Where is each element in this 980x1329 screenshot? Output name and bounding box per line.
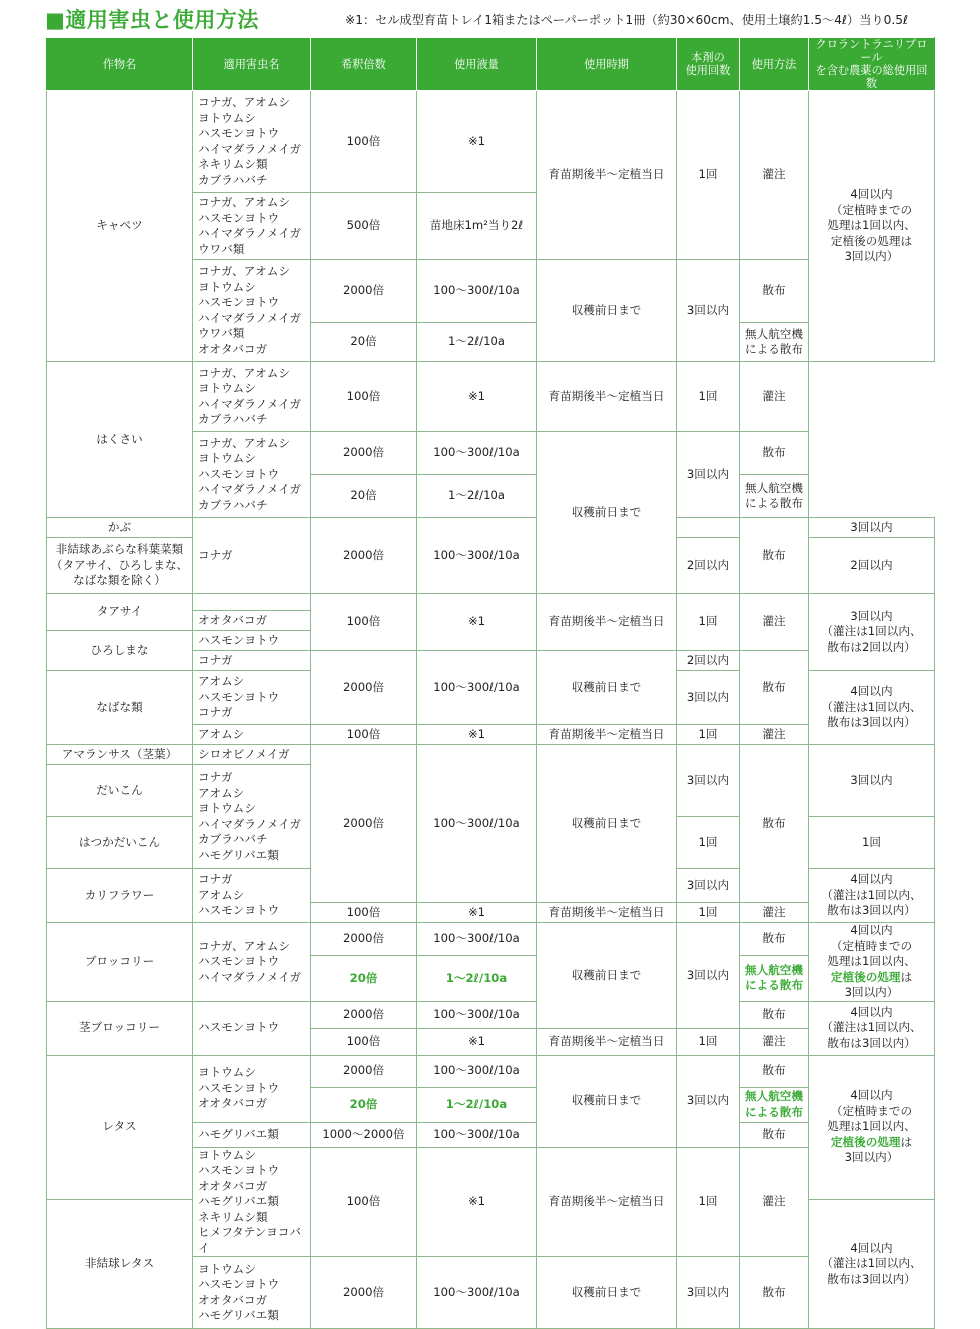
count-cell: 2回以内	[677, 538, 740, 594]
timing-cell: 育苗期後半～定植当日	[537, 903, 677, 923]
dilution-cell: 100倍	[311, 1147, 417, 1257]
pest-cell: コナガ アオムシ ハスモンヨトウ	[193, 869, 311, 923]
count-cell	[677, 518, 740, 538]
pest-cell: ハスモンヨトウ	[193, 631, 311, 651]
method-cell: 灌注	[740, 725, 809, 745]
count-cell: 1回	[677, 903, 740, 923]
volume-cell: 苗地床1m²当り2ℓ	[417, 193, 537, 260]
method-cell: 散布	[740, 745, 809, 903]
method-cell: 散布	[740, 923, 809, 956]
total-cell: 3回以内 （灌注は1回以内、 散布は2回以内）	[809, 594, 935, 671]
volume-cell: 100～300ℓ/10a	[417, 923, 537, 956]
volume-cell: 100～300ℓ/10a	[417, 651, 537, 725]
pest-cell: ハモグリバエ類	[193, 1122, 311, 1147]
header-volume: 使用液量	[417, 38, 537, 91]
pest-cell: コナガ、アオムシ ヨトウムシ ハイマダラノメイガ カブラハバチ	[193, 362, 311, 432]
method-cell: 灌注	[740, 903, 809, 923]
timing-cell: 育苗期後半～定植当日	[537, 1147, 677, 1257]
volume-cell: 100～300ℓ/10a	[417, 260, 537, 323]
crop-cell: キャベツ	[47, 91, 193, 362]
volume-cell: ※1	[417, 362, 537, 432]
timing-cell: 収穫前日まで	[537, 923, 677, 1029]
crop-cell: 茎ブロッコリー	[47, 1001, 193, 1055]
method-cell: 散布	[740, 1122, 809, 1147]
crop-cell: カリフラワー	[47, 869, 193, 923]
timing-cell: 収穫前日まで	[537, 651, 677, 725]
timing-cell: 収穫前日まで	[537, 432, 677, 594]
timing-cell: 収穫前日まで	[537, 1055, 677, 1147]
dilution-cell: 100倍	[311, 594, 417, 651]
pest-cell: シロオビノメイガ	[193, 745, 311, 765]
total-cell: 4回以内 （灌注は1回以内、 散布は3回以内）	[809, 1199, 935, 1329]
pest-usage-table	[46, 37, 935, 1329]
pest-cell: コナガ、アオムシ ハスモンヨトウ ハイマダラノメイガ	[193, 923, 311, 1002]
volume-cell: ※1	[417, 1147, 537, 1257]
pest-cell: アオムシ	[193, 725, 311, 745]
pest-cell: ヨトウムシ ハスモンヨトウ オオタバコガ ハモグリバエ類	[193, 1257, 311, 1329]
volume-cell: 1～2ℓ/10a	[417, 1087, 537, 1122]
method-cell: 灌注	[740, 91, 809, 260]
crop-cell: レタス	[47, 1055, 193, 1199]
volume-cell: 1～2ℓ/10a	[417, 323, 537, 362]
total-cell: 3回以内	[809, 518, 935, 538]
count-cell: 1回	[677, 1028, 740, 1055]
dilution-cell: 20倍	[311, 475, 417, 518]
volume-cell: ※1	[417, 725, 537, 745]
count-cell: 3回以内	[677, 923, 740, 1029]
pest-cell: コナガ、アオムシ ヨトウムシ ハスモンヨトウ ハイマダラノメイガ ウワバ類 オオタバコガ	[193, 260, 311, 362]
count-cell: 3回以内	[677, 432, 740, 518]
dilution-cell: 100倍	[311, 725, 417, 745]
volume-cell: 100～300ℓ/10a	[417, 518, 537, 594]
volume-cell: ※1	[417, 594, 537, 651]
dilution-cell: 100倍	[311, 362, 417, 432]
method-cell: 散布	[740, 1001, 809, 1028]
pest-cell: コナガ	[193, 518, 311, 594]
table-row	[47, 362, 935, 432]
count-cell: 1回	[677, 817, 740, 869]
dilution-cell: 2000倍	[311, 1257, 417, 1329]
crop-cell: ブロッコリー	[47, 923, 193, 1002]
total-cell: 2回以内	[809, 538, 935, 594]
total-cell: 3回以内	[809, 745, 935, 817]
pest-cell: オオタバコガ	[193, 611, 311, 631]
table-row	[47, 923, 935, 956]
method-cell: 散布	[740, 260, 809, 323]
method-cell: 無人航空機 による散布	[740, 956, 809, 1001]
table-row	[47, 745, 935, 765]
pest-cell: ハスモンヨトウ	[193, 1001, 311, 1055]
total-text-1: 4回以内 （定植時までの 処理は1回以内、	[827, 923, 916, 968]
count-cell: 3回以内	[677, 745, 740, 817]
volume-cell: 100～300ℓ/10a	[417, 745, 537, 903]
pest-cell	[193, 594, 311, 611]
count-cell: 3回以内	[677, 260, 740, 362]
pest-cell: コナガ アオムシ ヨトウムシ ハイマダラノメイガ カブラハバチ ハモグリバエ類	[193, 765, 311, 869]
method-cell: 灌注	[740, 594, 809, 651]
dilution-cell: 2000倍	[311, 745, 417, 903]
header-pest: 適用害虫名	[193, 38, 311, 91]
dilution-cell: 2000倍	[311, 432, 417, 475]
count-cell: 1回	[677, 1147, 740, 1257]
volume-cell: 100～300ℓ/10a	[417, 1122, 537, 1147]
table-header-row	[47, 38, 935, 91]
table-row	[47, 1001, 935, 1028]
dilution-cell: 500倍	[311, 193, 417, 260]
total-cell: 4回以内 （灌注は1回以内、 散布は3回以内）	[809, 869, 935, 923]
count-cell: 1回	[677, 594, 740, 651]
page-header	[0, 0, 980, 36]
dilution-cell: 20倍	[311, 323, 417, 362]
total-cell: 1回	[809, 817, 935, 869]
pest-cell: コナガ、アオムシ ヨトウムシ ハスモンヨトウ ハイマダラノメイガ カブラハバチ	[193, 432, 311, 518]
total-cell: 4回以内 （灌注は1回以内、 散布は3回以内）	[809, 671, 935, 745]
pest-cell: コナガ、アオムシ ヨトウムシ ハスモンヨトウ ハイマダラノメイガ ネキリムシ類 カブラハバチ	[193, 91, 311, 193]
dilution-cell: 20倍	[311, 1087, 417, 1122]
header-dilution: 希釈倍数	[311, 38, 417, 91]
timing-cell: 収穫前日まで	[537, 745, 677, 903]
crop-cell: はつかだいこん	[47, 817, 193, 869]
crop-cell: なばな類	[47, 671, 193, 745]
crop-cell: 非結球あぶらな科葉菜類 （タアサイ、ひろしまな、 なばな類を除く）	[47, 538, 193, 594]
dilution-cell: 2000倍	[311, 518, 417, 594]
header-total: クロラントラニリプロール を含む農薬の総使用回数	[809, 38, 935, 91]
total-cell: 4回以内 （定植時までの 処理は1回以内、 定植後の処理は 3回以内）	[809, 91, 935, 362]
dilution-cell: 100倍	[311, 903, 417, 923]
dilution-cell: 2000倍	[311, 1055, 417, 1087]
crop-cell: タアサイ	[47, 594, 193, 631]
timing-cell: 育苗期後半～定植当日	[537, 725, 677, 745]
dilution-cell: 100倍	[311, 1028, 417, 1055]
count-cell: 3回以内	[677, 869, 740, 903]
crop-cell: 非結球レタス	[47, 1199, 193, 1329]
count-cell: 1回	[677, 725, 740, 745]
volume-cell: 100～300ℓ/10a	[417, 1001, 537, 1028]
count-cell: 1回	[677, 362, 740, 432]
count-cell: 2回以内	[677, 651, 740, 671]
crop-cell: ひろしまな	[47, 631, 193, 671]
dilution-cell: 2000倍	[311, 651, 417, 725]
timing-cell: 収穫前日まで	[537, 260, 677, 362]
count-cell: 3回以内	[677, 671, 740, 725]
volume-cell: 100～300ℓ/10a	[417, 1055, 537, 1087]
count-cell: 3回以内	[677, 1055, 740, 1147]
total-text-highlight: 定植後の処理	[830, 969, 901, 984]
header-count: 本剤の 使用回数	[677, 38, 740, 91]
volume-cell: 100～300ℓ/10a	[417, 1257, 537, 1329]
table-row	[47, 1055, 935, 1087]
total-cell	[809, 1055, 935, 1199]
method-cell: 無人航空機 による散布	[740, 323, 809, 362]
pest-cell: ヨトウムシ ハスモンヨトウ オオタバコガ ハモグリバエ類 ネキリムシ類 ヒメフタテンヨコバイ	[193, 1147, 311, 1257]
dilution-cell: 2000倍	[311, 260, 417, 323]
volume-cell: 1～2ℓ/10a	[417, 475, 537, 518]
timing-cell: 育苗期後半～定植当日	[537, 91, 677, 260]
footnote: ※1：セル成型育苗トレイ1箱またはペーパーポット1冊（約30×60cm、使用土壌約1.5～4ℓ）当り0.5ℓ	[345, 13, 909, 27]
method-cell: 散布	[740, 1055, 809, 1087]
total-cell	[809, 923, 935, 1002]
count-cell: 3回以内	[677, 1257, 740, 1329]
method-cell: 散布	[740, 432, 809, 475]
volume-cell: ※1	[417, 91, 537, 193]
method-cell: 無人航空機 による散布	[740, 1087, 809, 1122]
method-cell: 散布	[740, 1257, 809, 1329]
dilution-cell: 2000倍	[311, 923, 417, 956]
table-row	[47, 91, 935, 193]
header-crop: 作物名	[47, 38, 193, 91]
volume-cell: 1～2ℓ/10a	[417, 956, 537, 1001]
dilution-cell: 1000～2000倍	[311, 1122, 417, 1147]
volume-cell: 100～300ℓ/10a	[417, 432, 537, 475]
dilution-cell: 100倍	[311, 91, 417, 193]
dilution-cell: 2000倍	[311, 1001, 417, 1028]
pest-cell: ヨトウムシ ハスモンヨトウ オオタバコガ	[193, 1055, 311, 1122]
total-text-highlight: 定植後の処理	[830, 1134, 901, 1149]
method-cell: 無人航空機 による散布	[740, 475, 809, 518]
crop-cell: だいこん	[47, 765, 193, 817]
header-method: 使用方法	[740, 38, 809, 91]
timing-cell: 育苗期後半～定植当日	[537, 594, 677, 651]
header-timing: 使用時期	[537, 38, 677, 91]
total-text-3: は 3回以内）	[844, 1134, 913, 1165]
method-cell: 灌注	[740, 1028, 809, 1055]
total-cell: 4回以内 （灌注は1回以内、 散布は3回以内）	[809, 1001, 935, 1055]
count-cell: 1回	[677, 91, 740, 260]
timing-cell: 収穫前日まで	[537, 1257, 677, 1329]
page-title: ■適用害虫と使用方法	[45, 8, 259, 32]
crop-cell: かぶ	[47, 518, 193, 538]
method-cell: 散布	[740, 518, 809, 594]
method-cell: 灌注	[740, 362, 809, 432]
table-row	[47, 594, 935, 611]
pest-cell: コナガ	[193, 651, 311, 671]
volume-cell: ※1	[417, 903, 537, 923]
dilution-cell: 20倍	[311, 956, 417, 1001]
method-cell: 散布	[740, 651, 809, 725]
pest-cell: コナガ、アオムシ ハスモンヨトウ ハイマダラノメイガ ウワバ類	[193, 193, 311, 260]
table-row	[47, 518, 935, 538]
total-text-1: 4回以内 （定植時までの 処理は1回以内、	[827, 1088, 916, 1134]
crop-cell: はくさい	[47, 362, 193, 518]
timing-cell: 育苗期後半～定植当日	[537, 362, 677, 432]
crop-cell: アマランサス（茎葉）	[47, 745, 193, 765]
volume-cell: ※1	[417, 1028, 537, 1055]
method-cell: 灌注	[740, 1147, 809, 1257]
timing-cell: 育苗期後半～定植当日	[537, 1028, 677, 1055]
pest-cell: アオムシ ハスモンヨトウ コナガ	[193, 671, 311, 725]
total-text-3: は 3回以内）	[844, 969, 913, 999]
